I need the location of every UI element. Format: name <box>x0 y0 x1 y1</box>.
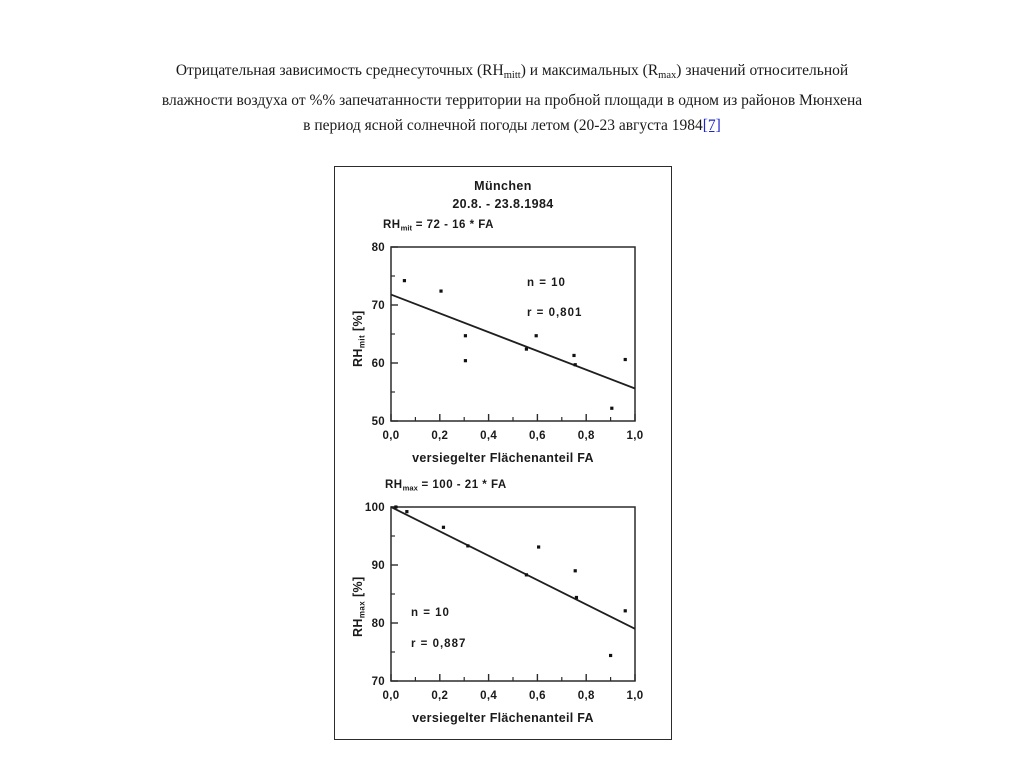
annotation-n-top: n = 10 <box>527 277 566 289</box>
annotation-r-top: r = 0,801 <box>527 307 583 319</box>
data-point <box>610 407 613 410</box>
x-tick-label: 0,6 <box>528 690 546 702</box>
data-point <box>575 596 578 599</box>
y-tick-label: 100 <box>364 502 385 514</box>
x-axis-label-top: versiegelter Flächenanteil FA <box>412 451 594 465</box>
y-tick-label: 80 <box>371 242 385 254</box>
y-tick-label: 80 <box>371 618 385 630</box>
caption-line-1-part-a: Отрицательная зависимость среднесуточных (RH <box>175 62 504 79</box>
data-point <box>525 573 528 576</box>
y-tick-label: 60 <box>371 358 385 370</box>
plot-frame-rh-max <box>391 507 635 681</box>
y-tick-label: 70 <box>371 676 385 688</box>
y-axis-label-rh-max: $RH_{max}$ [%] <box>351 576 367 637</box>
data-point <box>464 334 467 337</box>
chart-panel-rh-mit <box>357 233 655 448</box>
x-tick-label: 0,8 <box>577 690 595 702</box>
caption-line-1-part-c: ) значений относительной <box>676 62 849 79</box>
axis-ticks-rh-max <box>391 507 635 681</box>
axis-tick-labels-rh-max <box>365 502 644 702</box>
regression-line <box>391 507 635 629</box>
data-point <box>624 609 627 612</box>
caption-line-1-part-b: ) и максимальных (R <box>520 62 659 79</box>
caption-line-2: влажности воздуха от %% запечатанности территории на пробной площади в одном из районов Мюнхена <box>161 91 863 109</box>
chart-svg-rh-max <box>357 493 655 708</box>
equation-rh-max: $RH_{max} = 100 - 21$ * FA <box>385 479 507 493</box>
figure-caption <box>52 58 972 138</box>
caption-line-3-text: в период ясной солнечной погоды летом (20-23 августа 1984 <box>303 116 703 134</box>
x-tick-label: 0,8 <box>577 430 595 442</box>
regression-line <box>391 295 635 389</box>
x-tick-label: 0,6 <box>528 430 546 442</box>
data-point <box>466 544 469 547</box>
y-tick-label: 90 <box>371 560 385 572</box>
caption-line-3 <box>52 113 972 138</box>
regression-line-rh-max <box>391 507 635 629</box>
data-point <box>537 545 540 548</box>
annotation-r-bottom: r = 0,887 <box>411 638 467 650</box>
data-point <box>574 569 577 572</box>
x-tick-label: 1,0 <box>626 430 644 442</box>
y-axis-label-rh-mit-subscript: mit <box>357 334 367 349</box>
data-point <box>525 347 528 350</box>
x-axis-label-bottom: versiegelter Flächenanteil FA <box>412 711 594 725</box>
data-point <box>572 354 575 357</box>
data-point <box>624 358 627 361</box>
figure-title-dates: 20.8. - 23.8.1984 <box>452 197 554 211</box>
plot-frame-rh-mit <box>391 247 635 421</box>
y-axis-label-rh-max-subscript: max <box>357 600 367 619</box>
x-tick-label: 1,0 <box>626 690 644 702</box>
caption-line-1 <box>52 58 972 88</box>
axis-ticks-rh-mit <box>391 247 635 421</box>
chart-panel-rh-max <box>357 493 655 708</box>
data-point <box>439 289 442 292</box>
x-tick-label: 0,4 <box>480 430 498 442</box>
chart-svg-rh-mit <box>357 233 655 448</box>
equation-rh-mit-subscript: mit <box>400 223 412 233</box>
y-tick-label: 70 <box>371 300 385 312</box>
equation-rh-max-subscript: max <box>402 483 418 493</box>
figure-container <box>334 166 672 740</box>
data-points-rh-mit <box>403 279 627 410</box>
data-point <box>609 654 612 657</box>
caption-subscript-max: max <box>658 69 677 81</box>
caption-subscript-mitt: mitt <box>503 69 521 81</box>
y-axis-label-rh-mit: $RH_{mit}$ [%] <box>351 310 367 367</box>
x-tick-label: 0,2 <box>431 430 449 442</box>
data-point <box>574 363 577 366</box>
annotation-n-bottom: n = 10 <box>411 607 450 619</box>
data-point <box>535 334 538 337</box>
equation-rh-mit: $RH_{mit} = 72 - 16$ * FA <box>383 219 494 233</box>
reference-link-7[interactable]: [7] <box>702 116 721 134</box>
data-point <box>464 359 467 362</box>
data-point <box>394 505 397 508</box>
x-tick-label: 0,0 <box>382 690 400 702</box>
x-tick-label: 0,4 <box>480 690 498 702</box>
data-points-rh-max <box>394 505 627 657</box>
axis-tick-labels-rh-mit <box>372 242 644 442</box>
data-point <box>442 526 445 529</box>
regression-line-rh-mit <box>391 295 635 389</box>
figure-title-city: München <box>474 179 532 193</box>
y-tick-label: 50 <box>371 416 385 428</box>
x-tick-label: 0,2 <box>431 690 449 702</box>
x-tick-label: 0,0 <box>382 430 400 442</box>
data-point <box>405 510 408 513</box>
data-point <box>403 279 406 282</box>
